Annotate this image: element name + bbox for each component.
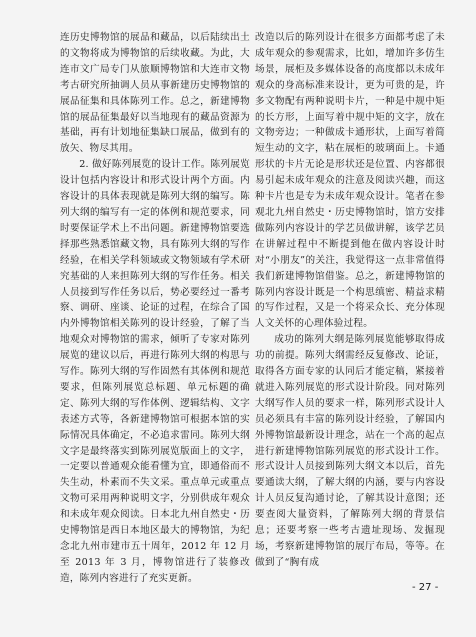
paragraph: 成功的陈列大纲是陈列展览能够取得成功的前提。陈列大纲需经反复修改、论证，取得各方面专家的认同后才能定稿，紧接着就进入陈列展览的形式设计阶段。同对陈列大纲写作人员的要求一样，陈列形式设计人员必须具有丰富的陈列设计经验，了解国内外博物馆最新设计理念，站在一个高的起点进行新建博物馆陈列展览的形式设计工作。形式设计人员接到陈列大纲文本以后，首先要通读大纲，了解大纲的内涵，要与内容设计人员反复沟通讨论，了解其设计意图；还要查阅大量资料，了解陈列大纲的背景信息；还要考察一些考古遗址现场、发掘现场，考察新建博物馆的展厅布局，等等。在做到了“胸有成 [255, 334, 445, 568]
page-number: - 27 - [412, 582, 439, 593]
left-text-column [60, 30, 250, 587]
paragraph: 2. 做好陈列展览的设计工作。陈列展览设计包括内容设计和形式设计两个方面。内容设计的具体表现就是陈列大纲的编写。陈列大纲的编写有一定的体例和规范要求，同时要保证学术上不出问题。新建博物馆要选择那些熟悉馆藏文物，具有陈列大纲的写作经验，在相关学科领域或文物领域有学术研究基础的人来担陈列大纲的写作任务。相关人员接到写作任务以后，势必要经过一番考察、调研、座谈、论证的过程，在综合了国内外博物馆相关陈列的设计经验，了解了当地观众对博物馆的需求，倾听了专家对陈列展览的建议以后，再进行陈列大纲的构思与写作。陈列大纲的写作固然有其体例和规范要求，但陈列展览总标题、单元标题的确定、陈列大纲的写作体例、逻辑结构、文字表述方式等，各新建博物馆可根据本馆的实际情况具体确定，不必追求雷同。陈列大纲文字是最终落实到陈列展览版面上的文字，一定要以普通观众能看懂为宜，即通俗而不失生动，朴素而不失文采。重点单元或重点文物可采用两种说明文字，分别供成年观众和未成年观众阅读。日本北九州自然史・历史博物馆是西日本地区最大的博物馆，为纪念北九州市建市五十周年，2012 年 12 月至 2013 年 3 月，博物馆进行了装修改造，陈列内容进行了充实更新。 [60, 159, 250, 584]
right-text-column [255, 30, 445, 571]
paragraph: 连历史博物馆的展品和藏品，以后陆续出土的文物将成为博物馆的后续收藏。为此，大连市文广局专门从旅顺博物馆和大连市文物考古研究所抽调人员从事新建历史博物馆的展品征集和具体陈列工作。总之，新建博物馆的展品征集最好以当地现有的藏品资源为基础，再有计划地征集缺口展品，做到有的放矢、物尽其用。 [60, 32, 250, 155]
paragraph: 改造以后的陈列设计在很多方面都考虑了未成年观众的参观需求，比如，增加许多仿生场景，展柜及多媒体设备的高度都以未成年观众的身高标准来设计，更为可贵的是，许多文物配有两种说明卡片，一种是中规中矩的长方形，上面写着中规中矩的文字，放在文物旁边；一种做成卡通形状，上面写着简短生动的文字，粘在展柜的玻璃面上。卡通形状的卡片无论是形状还是位置、内容都很易引起未成年观众的注意及阅读兴趣，而这种卡片也是专为未成年观众设计。笔者在参观北九州自然史・历史博物馆时，馆方安排做陈列内容设计的学艺员做讲解，该学艺员在讲解过程中不断提到他在做内容设计时对“小朋友”的关注，我觉得这一点非常值得我们新建博物馆借鉴。总之，新建博物馆的陈列内容设计既是一个构思缜密、精益求精的写作过程，又是一个将采众长、充分体现人文关怀的心理体验过程。 [255, 32, 445, 330]
